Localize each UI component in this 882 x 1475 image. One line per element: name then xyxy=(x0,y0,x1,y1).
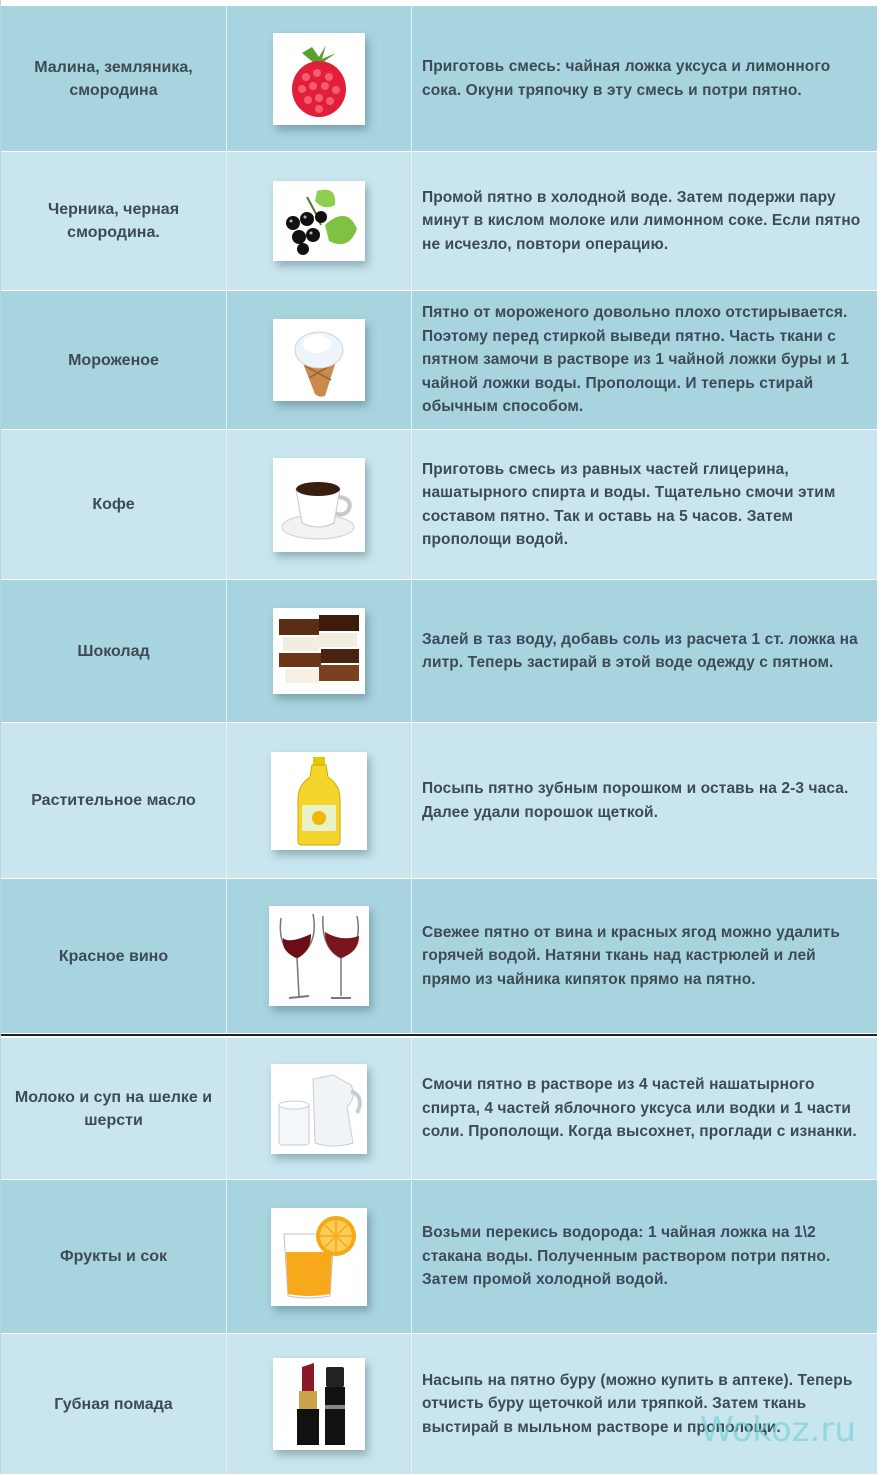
instruction-text: Свежее пятно от вина и красных ягод можно удалить горячей водой. Натяни ткань над кастрюлей и лей прямо из чайника кипяток прямо на пятно. xyxy=(422,923,840,988)
instruction-text: Промой пятно в холодной воде. Затем подержи пару минут в кислом молоке или лимонном соке. Если пятно не исчезло, повтори операцию. xyxy=(422,188,861,253)
stain-name: Губная помада xyxy=(1,1334,227,1474)
table-row xyxy=(1,1038,877,1180)
coffee-cup-icon xyxy=(273,458,365,552)
stain-name: Красное вино xyxy=(1,879,227,1033)
table-row xyxy=(1,723,877,879)
instruction-text: Возьми перекись водорода: 1 чайная ложка на 1\2 стакана воды. Полученным раствором потри пятно. Затем промой холодной водой. xyxy=(422,1224,831,1289)
table-row xyxy=(1,879,877,1034)
wine-glasses-icon xyxy=(269,906,369,1006)
table-row xyxy=(1,1180,877,1334)
instruction-text: Посыпь пятно зубным порошком и оставь на 2-3 часа. Далее удали порошок щеткой. xyxy=(422,780,849,821)
stain-name: Шоколад xyxy=(1,580,227,722)
stain-name: Молоко и суп на шелке и шерсти xyxy=(1,1038,227,1179)
chocolate-icon xyxy=(273,608,365,694)
table-row xyxy=(1,291,877,430)
lipstick-icon xyxy=(273,1358,365,1450)
instruction-text: Пятно от мороженого довольно плохо отстирывается. Поэтому перед стиркой выведи пятно. Часть ткани с пятном замочи в растворе из 1 чайной ложки буры и 1 чайной ложки воды. Прополощи. И теперь стирай обычным способом. xyxy=(422,304,850,416)
table-row xyxy=(1,430,877,580)
stain-name: Фрукты и сок xyxy=(1,1180,227,1333)
juice-glass-icon xyxy=(271,1208,367,1306)
instruction-text: Насыпь на пятно буру (можно купить в аптеке). Теперь отчисть буру щеточкой или тряпкой. Затем ткань выстирай в мыльном растворе и прополощи. xyxy=(422,1371,853,1436)
milk-jug-icon xyxy=(271,1064,367,1154)
stain-name: Малина, земляника, смородина xyxy=(1,6,227,151)
instruction-text: Залей в таз воду, добавь соль из расчета 1 ст. ложка на литр. Теперь застирай в этой воде одежду с пятном. xyxy=(422,630,858,671)
stain-name: Мороженое xyxy=(1,291,227,429)
instruction-text: Смочи пятно в растворе из 4 частей нашатырного спирта, 4 частей яблочного уксуса или водки и 1 части соли. Прополощи. Когда высохнет, проглади с изнанки. xyxy=(422,1076,857,1141)
stain-name: Растительное масло xyxy=(1,723,227,878)
oil-bottle-icon xyxy=(271,752,367,850)
table-row xyxy=(1,580,877,723)
blackcurrant-icon xyxy=(273,181,365,261)
stain-name: Черника, черная смородина. xyxy=(1,152,227,290)
table-row xyxy=(1,6,877,152)
instruction-text: Приготовь смесь: чайная ложка уксуса и лимонного сока. Окуни тряпочку в эту смесь и потри пятно. xyxy=(422,58,831,99)
raspberry-icon xyxy=(273,33,365,125)
stain-name: Кофе xyxy=(1,430,227,579)
table-row xyxy=(1,1334,877,1475)
divider-line xyxy=(1,1034,877,1036)
instruction-text: Приготовь смесь из равных частей глицерина, нашатырного спирта и воды. Тщательно смочи этим составом пятно. Так и оставь на 5 часов. Затем прополощи водой. xyxy=(422,460,836,548)
table-row xyxy=(1,152,877,291)
watermark: Wokoz.ru xyxy=(700,1410,856,1450)
ice-cream-icon xyxy=(273,319,365,401)
